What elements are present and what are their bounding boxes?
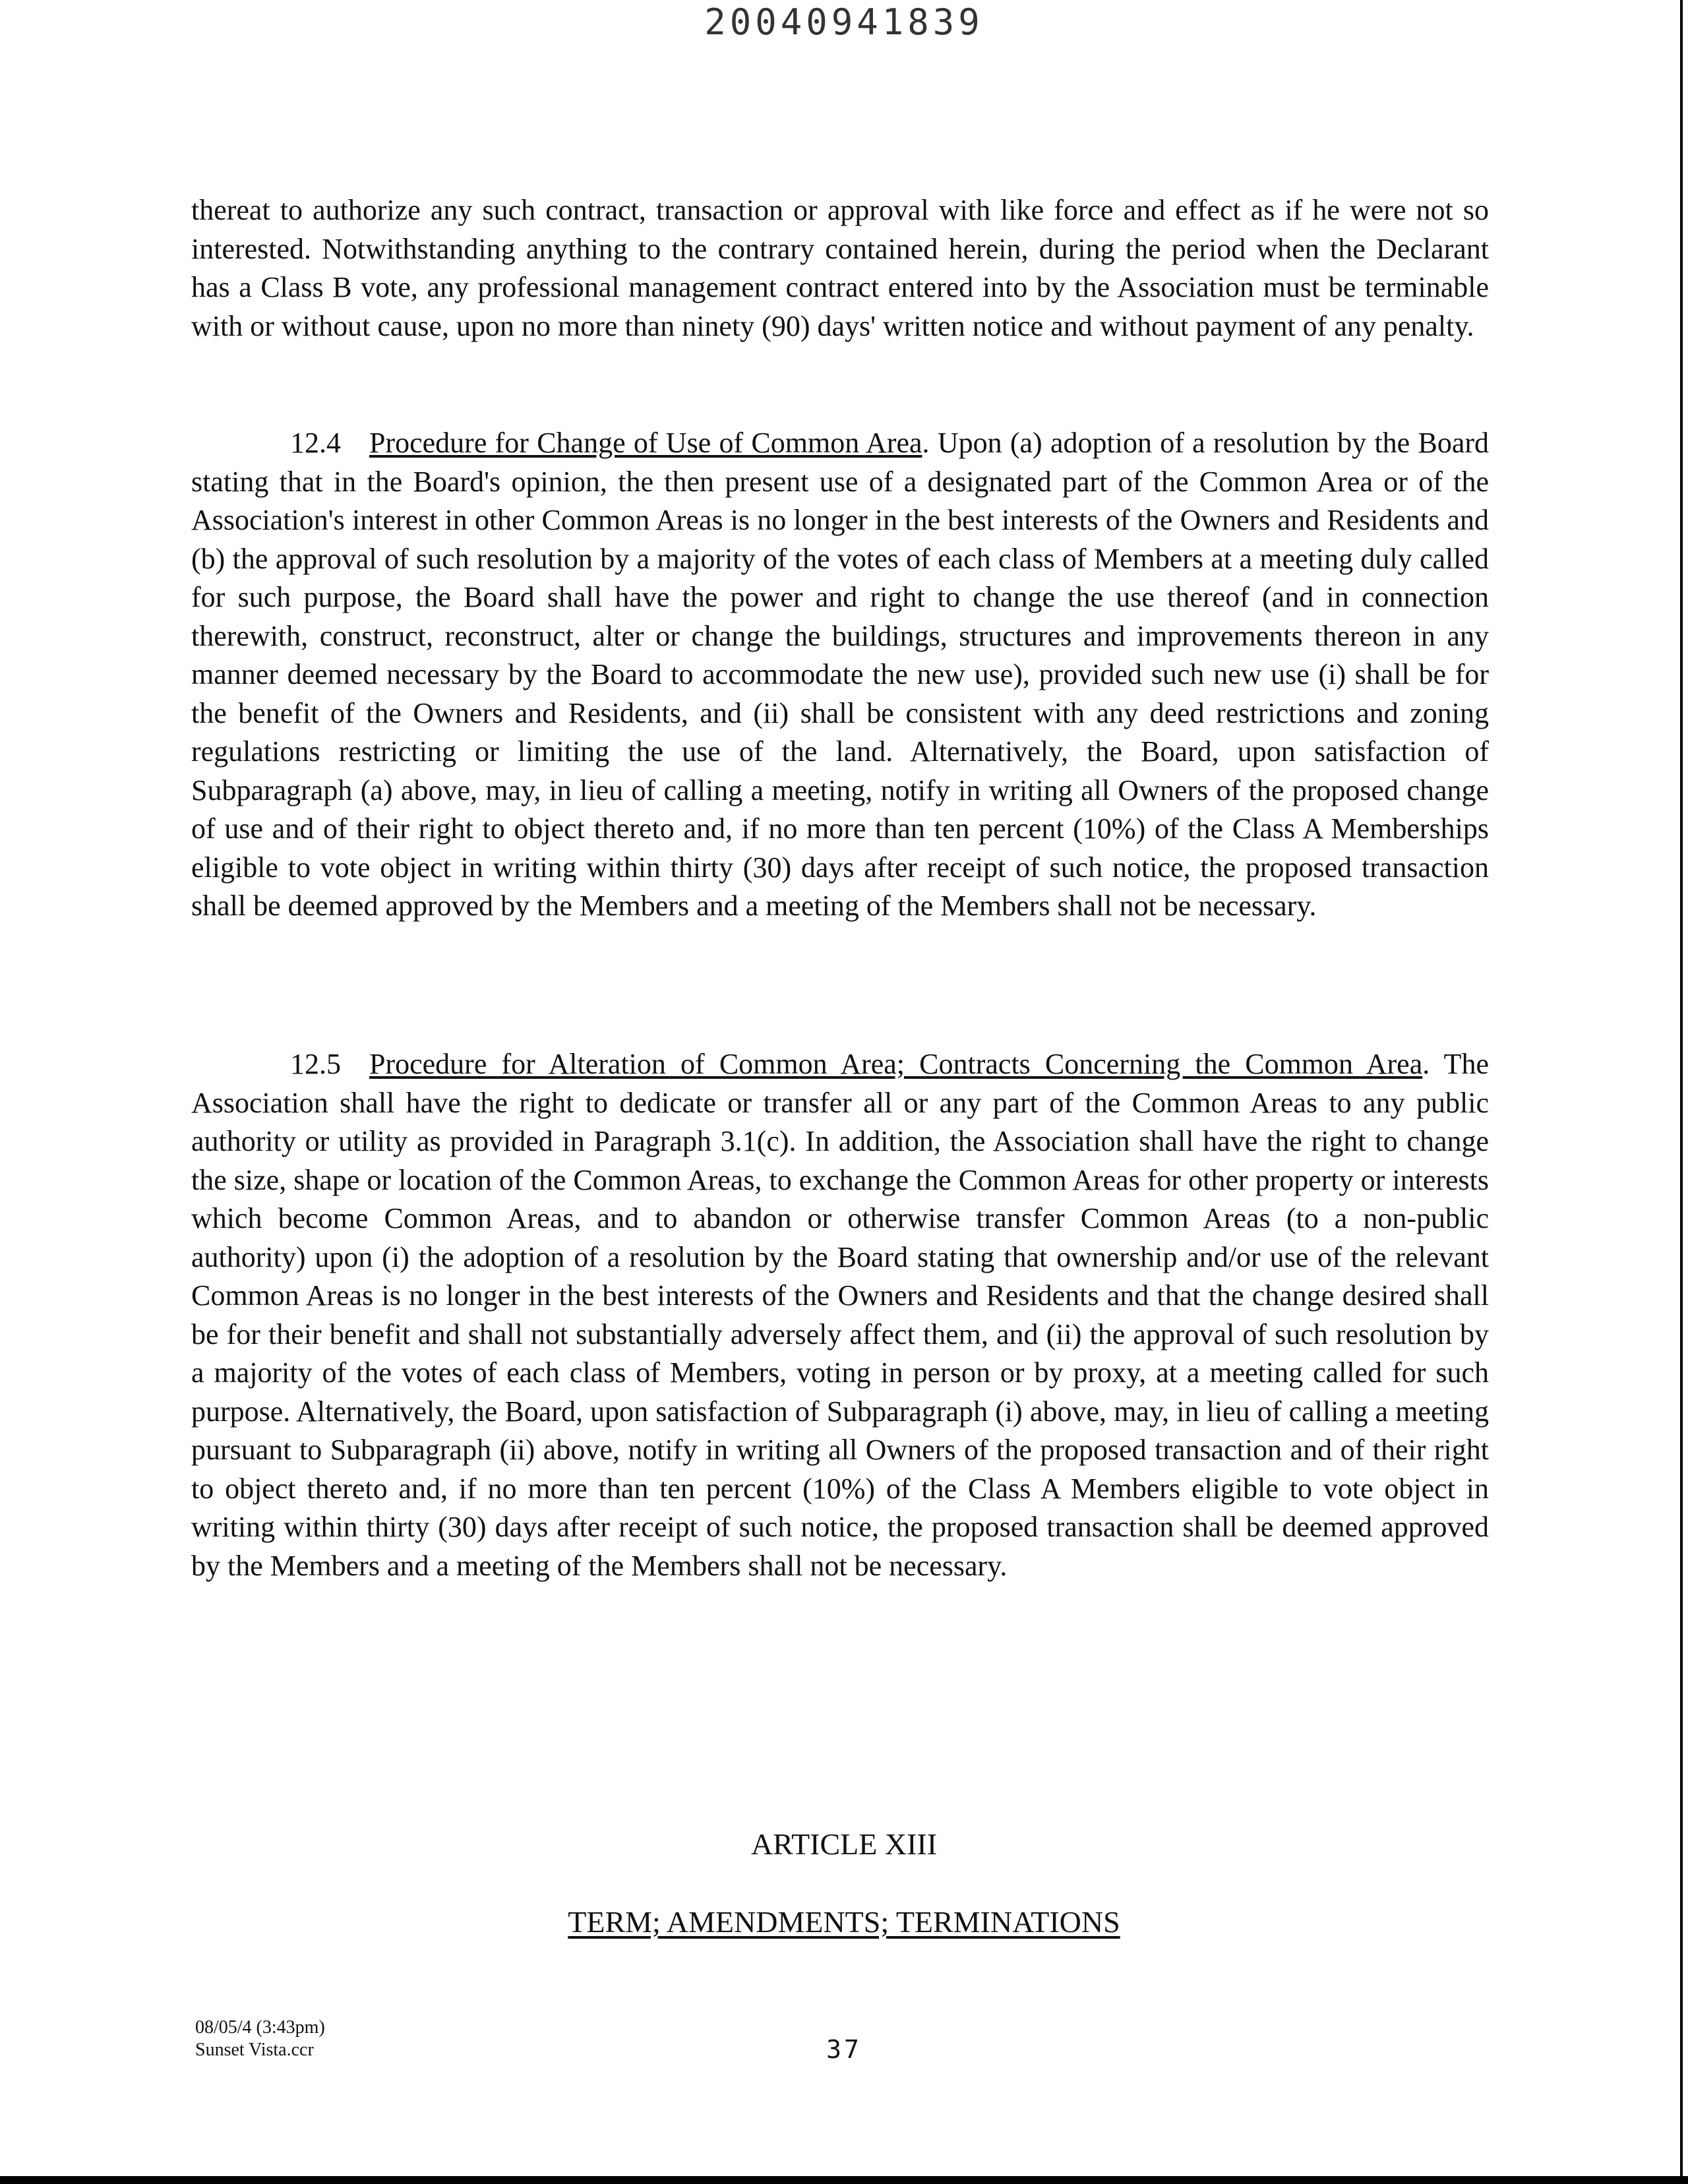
footer-date: 08/05/4 (3:43pm) — [195, 2017, 325, 2038]
section-number: 12.5 — [290, 1048, 341, 1080]
section-text: . Upon (a) adoption of a resolution by the Board stating that in the Board's opinion, the then present use of a designated part of the Common Area or of the Association's interest in other Common Areas is no longer in the best interests of the Owners and Residents and (b) the approval of such resolution by a majority of the votes of each class of Members at a meeting duly called for such purpose, the Board shall have the power and right to change the use thereof (and in connection therewith, construct, reconstruct, alter or change the buildings, structures and improvements thereon in any manner deemed necessary by the Board to accommodate the new use), provided such new use (i) shall be for the benefit of the Owners and Residents, and (ii) shall be consistent with any deed restrictions and zoning regulations restricting or limiting the use of the land. Alternatively, the Board, upon satisfaction of Subparagraph (a) above, may, in lieu of calling a meeting, notify in writing all Owners of the proposed change of use and of their right to object thereto and, if no more than ten percent (10%) of the Class A Memberships eligible to vote object in writing within thirty (30) days after receipt of such notice, the proposed transaction shall be deemed approved by the Members and a meeting of the Members shall not be necessary. — [191, 427, 1489, 922]
section-heading: Procedure for Change of Use of Common Area — [369, 427, 922, 459]
article-title-text: TERM; AMENDMENTS; TERMINATIONS — [568, 1905, 1120, 1939]
scan-edge-bottom — [0, 2176, 1688, 2184]
scan-edge-right — [1680, 0, 1683, 2184]
article-title — [0, 1904, 1688, 1939]
section-heading: Procedure for Alteration of Common Area; Contracts Concerning the Common Area — [369, 1048, 1423, 1080]
section-number: 12.4 — [290, 427, 341, 459]
document-number: 20040941839 — [704, 1, 984, 43]
section-text: . The Association shall have the right to dedicate or transfer all or any part of the Common Areas to any public authority or utility as provided in Paragraph 3.1(c). In addition, the Association shall have the right to change the size, shape or location of the Common Areas, to exchange the Common Areas for other property or interests which become Common Areas, and to abandon or otherwise transfer Common Areas (to a non-public authority) upon (i) the adoption of a resolution by the Board stating that ownership and/or use of the relevant Common Areas is no longer in the best interests of the Owners and Residents and that the change desired shall be for their benefit and shall not substantially adversely affect them, and (ii) the approval of such resolution by a majority of the votes of each class of Members, voting in person or by proxy, at a meeting called for such purpose. Alternatively, the Board, upon satisfaction of Subparagraph (i) above, may, in lieu of calling a meeting pursuant to Subparagraph (ii) above, notify in writing all Owners of the proposed transaction and of their right to object thereto and, if no more than ten percent (10%) of the Class A Members eligible to vote object in writing within thirty (30) days after receipt of such notice, the proposed transaction shall be deemed approved by the Members and a meeting of the Members shall not be necessary. — [191, 1048, 1489, 1582]
article-label: ARTICLE XIII — [750, 1827, 938, 1861]
section-12-4 — [191, 424, 1489, 926]
footer-filename: Sunset Vista.ccr — [195, 2040, 314, 2060]
page-number: 37 — [826, 2035, 862, 2064]
paragraph-continuation: thereat to authorize any such contract, transaction or approval with like force and effect as if he were not so interested. Notwithstanding anything to the contrary contained herein, during the period when the Declarant has a Class B vote, any professional management contract entered into by the Association must be terminable with or without cause, upon no more than ninety (90) days' written notice and without payment of any penalty. — [191, 194, 1489, 342]
section-12-5 — [191, 1045, 1489, 1585]
